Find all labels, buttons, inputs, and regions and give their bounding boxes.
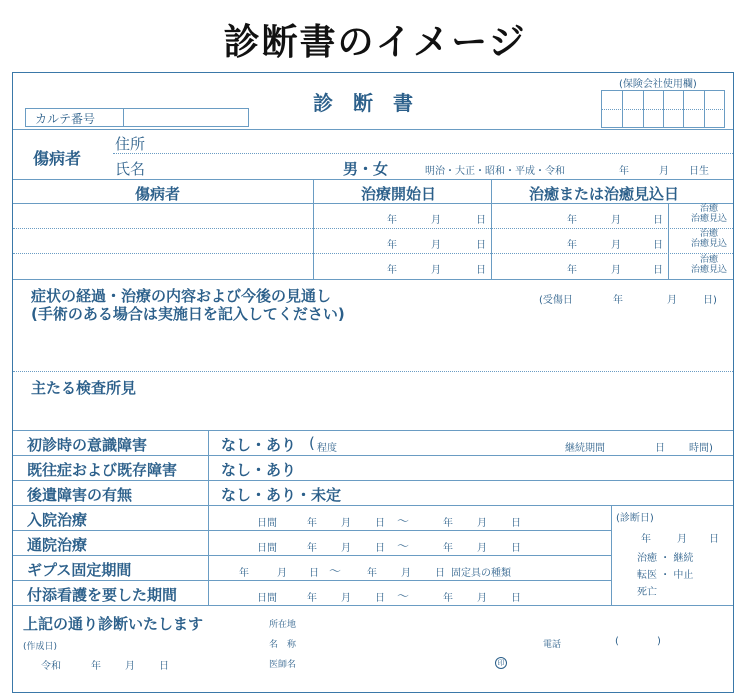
course-text-area[interactable] (15, 323, 731, 369)
injury-date-label: (受傷日 (539, 295, 573, 306)
diagnosis-form (12, 72, 734, 693)
to-day-label: 日 (435, 568, 445, 579)
duration-label: 継続期間 (565, 443, 605, 454)
start-day-label: 日 (476, 215, 486, 226)
outpatient-label: 通院治療 (27, 536, 88, 554)
inpatient-label: 入院治療 (27, 511, 88, 529)
phone-field[interactable] (625, 635, 655, 651)
to-year-label: 年 (443, 593, 453, 604)
cure-year-label: 年 (567, 265, 577, 276)
range-tilde: ～ (397, 514, 410, 528)
address-label: 住所 (115, 135, 146, 153)
injury-header: 傷病者 (135, 185, 181, 203)
to-month-label: 月 (477, 543, 487, 554)
cure-year-label: 年 (567, 240, 577, 251)
nursing-label: 付添看護を要した期間 (27, 586, 178, 604)
gender-options[interactable]: 男・女 (343, 160, 389, 178)
era-options[interactable]: 明治・大正・昭和・平成・令和 (425, 166, 565, 177)
consciousness-options[interactable]: なし・あり (221, 436, 297, 454)
cure-year-label: 年 (567, 215, 577, 226)
range-tilde: ～ (397, 539, 410, 553)
start-month-label: 月 (431, 215, 441, 226)
cure-day-label: 日 (653, 240, 663, 251)
days-count-label: 日間 (257, 593, 277, 604)
injury-name-field[interactable] (15, 230, 311, 251)
from-month-label: 月 (277, 568, 287, 579)
start-month-label: 月 (431, 240, 441, 251)
to-month-label: 月 (477, 593, 487, 604)
birth-month-label: 月 (659, 166, 669, 177)
from-month-label: 月 (341, 518, 351, 529)
duration-day-label: 日 (655, 443, 665, 454)
from-year-label: 年 (307, 518, 317, 529)
treat-start-header: 治療開始日 (361, 185, 437, 203)
exam-label: 主たる検査所見 (31, 379, 137, 397)
injury-name-field[interactable] (15, 255, 311, 277)
range-tilde: ～ (329, 564, 342, 578)
cure-month-label: 月 (611, 215, 621, 226)
created-year-label: 年 (91, 661, 101, 672)
from-year-label: 年 (307, 543, 317, 554)
seal-mark: 印 (495, 657, 507, 669)
name-field[interactable] (153, 157, 333, 175)
cast-type-label: 固定具の種類 (451, 568, 511, 579)
injury-name-field[interactable] (15, 205, 311, 226)
diagnosis-day-unit: 日 (709, 534, 719, 545)
injury-day-label: 日) (703, 295, 717, 306)
days-count-label: 日間 (257, 518, 277, 529)
start-month-label: 月 (431, 265, 441, 276)
created-date-label: (作成日) (23, 642, 58, 652)
start-year-label: 年 (387, 240, 397, 251)
cure-month-label: 月 (611, 265, 621, 276)
to-day-label: 日 (511, 518, 521, 529)
outcome-options-3[interactable]: 死亡 (637, 587, 657, 598)
to-day-label: 日 (511, 593, 521, 604)
from-day-label: 日 (375, 518, 385, 529)
start-year-label: 年 (387, 215, 397, 226)
diagnosis-day-label: (診断日) (616, 513, 654, 524)
outcome-options-2[interactable]: 転医 ・ 中止 (637, 570, 694, 581)
injury-year-label: 年 (613, 295, 623, 306)
phone-paren-close: ) (657, 636, 661, 647)
injury-month-label: 月 (667, 295, 677, 306)
phone-paren-open: ( (615, 636, 619, 647)
karte-number-field[interactable] (124, 109, 248, 126)
outcome-options-1[interactable]: 治癒 ・ 継続 (637, 553, 694, 564)
from-month-label: 月 (341, 543, 351, 554)
cure-option[interactable]: 治癒 治癒見込 (691, 204, 728, 224)
doctor-name-field[interactable] (313, 655, 493, 671)
address-field[interactable] (153, 133, 723, 151)
degree-paren: ( (309, 434, 315, 452)
location-field[interactable] (313, 615, 723, 631)
phone-label: 電話 (543, 640, 562, 650)
cure-day-label: 日 (653, 265, 663, 276)
to-month-label: 月 (477, 518, 487, 529)
degree-label: 程度 (317, 443, 337, 454)
cure-option[interactable]: 治癒 治癒見込 (691, 255, 728, 275)
to-month-label: 月 (401, 568, 411, 579)
page-heading: 診断書のイメージ (223, 22, 527, 63)
from-month-label: 月 (341, 593, 351, 604)
duration-hours-label: 時間) (689, 443, 713, 454)
from-day-label: 日 (309, 568, 319, 579)
from-year-label: 年 (239, 568, 249, 579)
course-label: 症状の経過・治療の内容および今後の見通し (31, 287, 332, 305)
reiwa-label: 令和 (41, 661, 61, 672)
birth-day-label: 日生 (689, 166, 709, 177)
facility-name-field[interactable] (313, 635, 533, 651)
declaration-text: 上記の通り診断いたします (23, 615, 204, 633)
sequela-label: 後遺障害の有無 (27, 486, 133, 504)
form-title: 診 断 書 (313, 91, 413, 115)
exam-text-area[interactable] (15, 397, 731, 427)
birth-year-label: 年 (619, 166, 629, 177)
patient-label: 傷病者 (33, 149, 82, 168)
start-day-label: 日 (476, 265, 486, 276)
location-label: 所在地 (269, 620, 297, 630)
cast-label: ギプス固定期間 (27, 561, 132, 579)
karte-number-label: カルテ番号 (35, 112, 96, 126)
range-tilde: ～ (397, 589, 410, 603)
insurer-use-label: (保険会社使用欄) (619, 79, 697, 90)
cure-month-label: 月 (611, 240, 621, 251)
to-year-label: 年 (443, 518, 453, 529)
preexisting-options[interactable]: なし・あり (221, 461, 297, 479)
cure-day-label: 日 (653, 215, 663, 226)
created-day-label: 日 (159, 661, 169, 672)
days-count-label: 日間 (257, 543, 277, 554)
name-label: 氏名 (115, 160, 146, 178)
from-day-label: 日 (375, 543, 385, 554)
start-year-label: 年 (387, 265, 397, 276)
from-year-label: 年 (307, 593, 317, 604)
course-note: (手術のある場合は実施日を記入してください) (31, 305, 345, 323)
preexisting-label: 既往症および既存障害 (27, 461, 178, 479)
cure-option[interactable]: 治癒 治癒見込 (691, 229, 728, 249)
diagnosis-year-label: 年 (641, 534, 651, 545)
cure-header: 治癒または治癒見込日 (529, 185, 680, 203)
created-month-label: 月 (125, 661, 135, 672)
sequela-options[interactable]: なし・あり・未定 (221, 486, 342, 504)
to-year-label: 年 (443, 543, 453, 554)
start-day-label: 日 (476, 240, 486, 251)
facility-name-label: 名 称 (269, 640, 297, 650)
consciousness-label: 初診時の意識障害 (27, 436, 148, 454)
doctor-name-label: 医師名 (269, 660, 297, 670)
diagnosis-month-label: 月 (677, 534, 687, 545)
from-day-label: 日 (375, 593, 385, 604)
to-year-label: 年 (367, 568, 377, 579)
to-day-label: 日 (511, 543, 521, 554)
